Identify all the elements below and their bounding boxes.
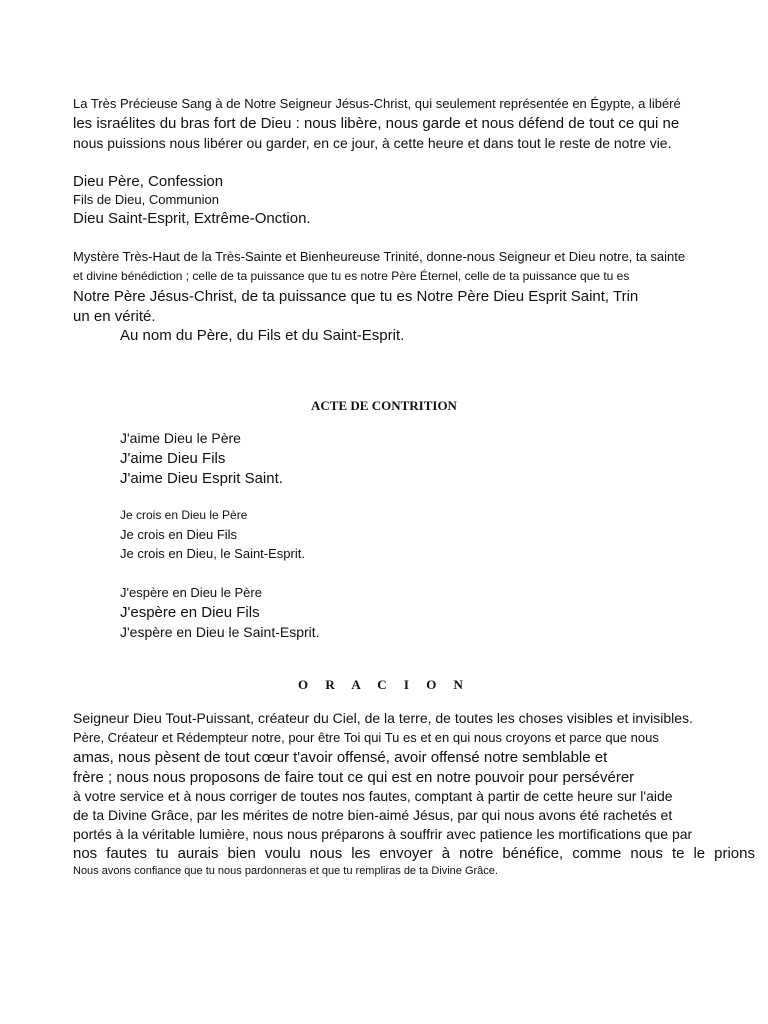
mystery-line: un en vérité. [73,308,156,325]
love-line: J'aime Dieu Fils [120,450,226,467]
oracion-line: frère ; nous nous proposons de faire tout ce qui est en notre pouvoir pour persévérer [73,769,635,786]
hope-line: J'espère en Dieu le Père [120,585,262,600]
oracion-line: amas, nous pèsent de tout cœur t'avoir offensé, avoir offensé notre semblable et [73,749,608,766]
mystery-line: Mystère Très-Haut de la Très-Sainte et Bienheureuse Trinité, donne-nous Seigneur et Dieu notre, ta sainte [73,249,686,264]
hope-line: J'espère en Dieu Fils [120,604,260,621]
mystery-line: Notre Père Jésus-Christ, de ta puissance que tu es Notre Père Dieu Esprit Saint, Trin [73,288,639,305]
contrition-title: ACTE DE CONTRITION [311,398,457,413]
oracion-line: Seigneur Dieu Tout-Puissant, créateur du Ciel, de la terre, de toutes les choses visibles et invisibles. [73,710,693,726]
oracion-line: à votre service et à nous corriger de toutes nos fautes, comptant à partir de cette heure sur l'aide [73,788,673,804]
oracion-line: Père, Créateur et Rédempteur notre, pour être Toi qui Tu es et en qui nous croyons et parce que nous [73,730,659,745]
mystery-line: et divine bénédiction ; celle de ta puissance que tu es notre Père Éternel, celle de ta puissance que tu es [73,269,630,283]
oracion-line: portés à la véritable lumière, nous nous préparons à souffrir avec patience les mortifications que par [73,826,693,842]
faith-line: Je crois en Dieu, le Saint-Esprit. [120,546,305,561]
oracion-line: nos fautes tu aurais bien voulu nous les envoyer à notre bénéfice, comme nous te le prions [73,845,755,862]
love-line: J'aime Dieu Esprit Saint. [120,470,283,487]
faith-line: Je crois en Dieu Fils [120,527,238,542]
hope-line: J'espère en Dieu le Saint-Esprit. [120,624,320,640]
love-line: J'aime Dieu le Père [120,430,241,446]
trinity-line: Dieu Père, Confession [73,173,224,190]
intro-line: La Très Précieuse Sang à de Notre Seigneur Jésus-Christ, qui seulement représentée en Égypte, a libéré [73,96,681,111]
trinity-line: Dieu Saint-Esprit, Extrême-Onction. [73,210,311,227]
trinity-line: Fils de Dieu, Communion [73,192,219,207]
faith-line: Je crois en Dieu le Père [120,508,248,522]
oracion-line: Nous avons confiance que tu nous pardonneras et que tu rempliras de ta Divine Grâce. [73,865,498,877]
oracion-line: de ta Divine Grâce, par les mérites de notre bien-aimé Jésus, par qui nous avons été rachetés et [73,807,673,823]
intro-line: nous puissions nous libérer ou garder, en ce jour, à cette heure et dans tout le reste de notre vie. [73,135,672,151]
intro-line: les israélites du bras fort de Dieu : nous libère, nous garde et nous défend de tout ce qui ne [73,115,680,132]
mystery-blessing: Au nom du Père, du Fils et du Saint-Esprit. [120,327,405,344]
oracion-title: O R A C I O N [298,677,470,692]
